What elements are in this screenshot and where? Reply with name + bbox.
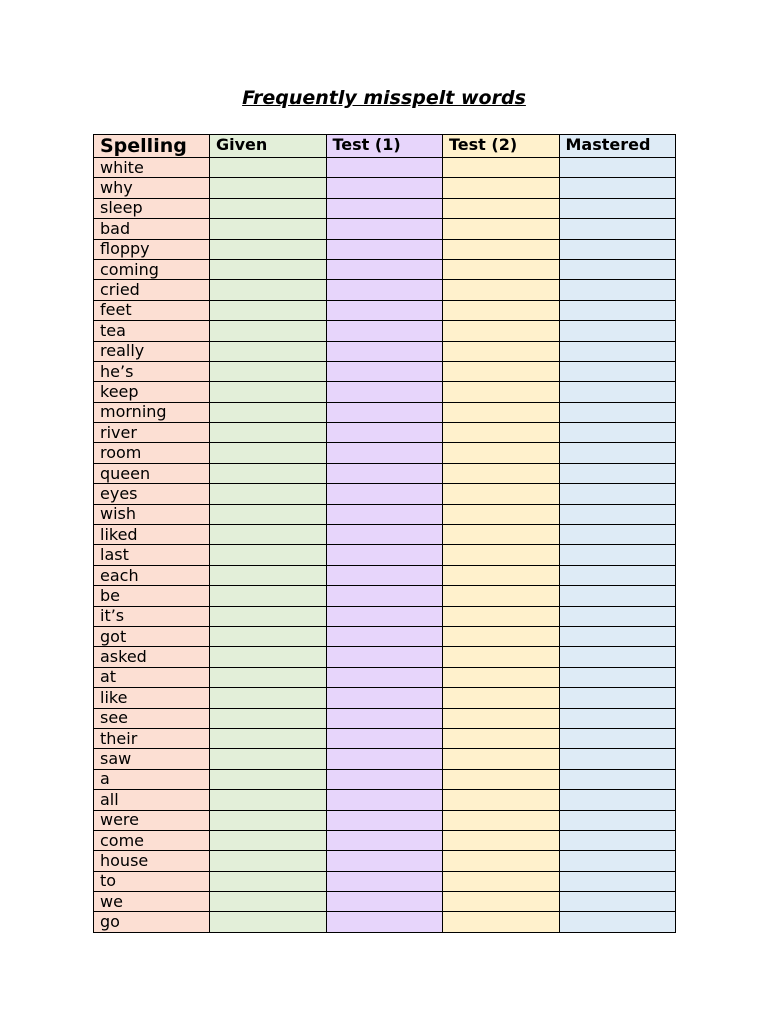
table-row: [94, 565, 676, 585]
mastered-cell[interactable]: [559, 239, 676, 259]
mastered-cell[interactable]: [559, 158, 676, 178]
mastered-cell[interactable]: [559, 912, 676, 932]
mastered-cell[interactable]: [559, 504, 676, 524]
test-1-cell[interactable]: [326, 586, 443, 606]
mastered-cell[interactable]: [559, 769, 676, 789]
test-1-cell[interactable]: [326, 280, 443, 300]
table-row: [94, 382, 676, 402]
table-row: [94, 158, 676, 178]
mastered-cell[interactable]: [559, 565, 676, 585]
test-2-cell[interactable]: [443, 158, 560, 178]
word-cell: each: [94, 565, 210, 585]
table-body: [94, 158, 676, 933]
test-1-cell[interactable]: [326, 239, 443, 259]
test-2-cell[interactable]: [443, 423, 560, 443]
word-cell: house: [94, 851, 210, 871]
word-cell: really: [94, 341, 210, 361]
table-row: [94, 219, 676, 239]
mastered-cell[interactable]: [559, 586, 676, 606]
test-2-cell[interactable]: [443, 525, 560, 545]
table-row: [94, 504, 676, 524]
table-row: [94, 321, 676, 341]
mastered-cell[interactable]: [559, 300, 676, 320]
test-1-cell[interactable]: [326, 606, 443, 626]
test-1-cell[interactable]: [326, 912, 443, 932]
test-2-cell[interactable]: [443, 912, 560, 932]
test-1-cell[interactable]: [326, 830, 443, 850]
word-cell: see: [94, 708, 210, 728]
test-2-cell[interactable]: [443, 769, 560, 789]
mastered-cell[interactable]: [559, 198, 676, 218]
table-row: [94, 790, 676, 810]
given-cell[interactable]: [210, 565, 327, 585]
test-1-cell[interactable]: [326, 810, 443, 830]
word-cell: at: [94, 667, 210, 687]
test-2-cell[interactable]: [443, 280, 560, 300]
test-2-cell[interactable]: [443, 321, 560, 341]
test-1-cell[interactable]: [326, 769, 443, 789]
word-cell: all: [94, 790, 210, 810]
test-2-cell[interactable]: [443, 545, 560, 565]
given-cell[interactable]: [210, 484, 327, 504]
word-cell: cried: [94, 280, 210, 300]
test-1-cell[interactable]: [326, 545, 443, 565]
table-row: [94, 667, 676, 687]
test-2-cell[interactable]: [443, 728, 560, 748]
given-cell[interactable]: [210, 667, 327, 687]
mastered-cell[interactable]: [559, 810, 676, 830]
test-1-cell[interactable]: [326, 626, 443, 646]
test-1-cell[interactable]: [326, 178, 443, 198]
given-cell[interactable]: [210, 219, 327, 239]
word-cell: a: [94, 769, 210, 789]
mastered-cell[interactable]: [559, 830, 676, 850]
test-2-cell[interactable]: [443, 810, 560, 830]
word-cell: coming: [94, 259, 210, 279]
test-2-cell[interactable]: [443, 565, 560, 585]
word-cell: feet: [94, 300, 210, 320]
mastered-cell[interactable]: [559, 463, 676, 483]
table-row: [94, 402, 676, 422]
test-1-cell[interactable]: [326, 504, 443, 524]
table-row: [94, 259, 676, 279]
table-row: [94, 647, 676, 667]
given-cell[interactable]: [210, 525, 327, 545]
test-2-cell[interactable]: [443, 606, 560, 626]
table-row: [94, 178, 676, 198]
given-cell[interactable]: [210, 463, 327, 483]
given-cell[interactable]: [210, 606, 327, 626]
test-2-cell[interactable]: [443, 239, 560, 259]
table-row: [94, 912, 676, 932]
header-given: Given: [210, 135, 327, 158]
table-row: [94, 728, 676, 748]
test-1-cell[interactable]: [326, 892, 443, 912]
mastered-cell[interactable]: [559, 871, 676, 891]
table-row: [94, 443, 676, 463]
header-test-2: Test (2): [443, 135, 560, 158]
given-cell[interactable]: [210, 239, 327, 259]
word-cell: be: [94, 586, 210, 606]
mastered-cell[interactable]: [559, 402, 676, 422]
given-cell[interactable]: [210, 728, 327, 748]
test-2-cell[interactable]: [443, 382, 560, 402]
word-cell: liked: [94, 525, 210, 545]
test-1-cell[interactable]: [326, 423, 443, 443]
table-row: [94, 525, 676, 545]
test-1-cell[interactable]: [326, 790, 443, 810]
table-row: [94, 463, 676, 483]
test-2-cell[interactable]: [443, 198, 560, 218]
mastered-cell[interactable]: [559, 728, 676, 748]
mastered-cell[interactable]: [559, 790, 676, 810]
table-row: [94, 239, 676, 259]
test-1-cell[interactable]: [326, 300, 443, 320]
given-cell[interactable]: [210, 280, 327, 300]
test-2-cell[interactable]: [443, 443, 560, 463]
test-2-cell[interactable]: [443, 341, 560, 361]
word-cell: river: [94, 423, 210, 443]
mastered-cell[interactable]: [559, 626, 676, 646]
mastered-cell[interactable]: [559, 749, 676, 769]
test-2-cell[interactable]: [443, 504, 560, 524]
test-2-cell[interactable]: [443, 300, 560, 320]
test-1-cell[interactable]: [326, 341, 443, 361]
test-2-cell[interactable]: [443, 871, 560, 891]
test-1-cell[interactable]: [326, 463, 443, 483]
test-1-cell[interactable]: [326, 565, 443, 585]
test-2-cell[interactable]: [443, 790, 560, 810]
test-2-cell[interactable]: [443, 749, 560, 769]
given-cell[interactable]: [210, 423, 327, 443]
word-cell: their: [94, 728, 210, 748]
table-row: [94, 871, 676, 891]
mastered-cell[interactable]: [559, 647, 676, 667]
mastered-cell[interactable]: [559, 892, 676, 912]
given-cell[interactable]: [210, 892, 327, 912]
table-row: [94, 810, 676, 830]
test-2-cell[interactable]: [443, 259, 560, 279]
test-1-cell[interactable]: [326, 158, 443, 178]
mastered-cell[interactable]: [559, 708, 676, 728]
test-1-cell[interactable]: [326, 321, 443, 341]
word-cell: come: [94, 830, 210, 850]
test-2-cell[interactable]: [443, 688, 560, 708]
test-1-cell[interactable]: [326, 728, 443, 748]
given-cell[interactable]: [210, 341, 327, 361]
given-cell[interactable]: [210, 851, 327, 871]
given-cell[interactable]: [210, 382, 327, 402]
test-2-cell[interactable]: [443, 626, 560, 646]
given-cell[interactable]: [210, 402, 327, 422]
header-row: [94, 135, 676, 158]
table-row: [94, 851, 676, 871]
given-cell[interactable]: [210, 586, 327, 606]
table-row: [94, 830, 676, 850]
table-row: [94, 545, 676, 565]
word-cell: room: [94, 443, 210, 463]
word-cell: floppy: [94, 239, 210, 259]
mastered-cell[interactable]: [559, 178, 676, 198]
test-2-cell[interactable]: [443, 586, 560, 606]
mastered-cell[interactable]: [559, 219, 676, 239]
given-cell[interactable]: [210, 647, 327, 667]
table-row: [94, 708, 676, 728]
given-cell[interactable]: [210, 912, 327, 932]
given-cell[interactable]: [210, 749, 327, 769]
given-cell[interactable]: [210, 198, 327, 218]
word-cell: he’s: [94, 361, 210, 381]
test-2-cell[interactable]: [443, 830, 560, 850]
mastered-cell[interactable]: [559, 382, 676, 402]
table-row: [94, 280, 676, 300]
word-cell: why: [94, 178, 210, 198]
table-row: [94, 586, 676, 606]
mastered-cell[interactable]: [559, 606, 676, 626]
given-cell[interactable]: [210, 708, 327, 728]
table-row: [94, 341, 676, 361]
word-cell: we: [94, 892, 210, 912]
table-row: [94, 688, 676, 708]
mastered-cell[interactable]: [559, 423, 676, 443]
mastered-cell[interactable]: [559, 484, 676, 504]
header-test-1: Test (1): [326, 135, 443, 158]
mastered-cell[interactable]: [559, 280, 676, 300]
word-cell: keep: [94, 382, 210, 402]
test-1-cell[interactable]: [326, 688, 443, 708]
mastered-cell[interactable]: [559, 361, 676, 381]
mastered-cell[interactable]: [559, 545, 676, 565]
mastered-cell[interactable]: [559, 321, 676, 341]
table-row: [94, 198, 676, 218]
test-1-cell[interactable]: [326, 525, 443, 545]
given-cell[interactable]: [210, 688, 327, 708]
test-2-cell[interactable]: [443, 851, 560, 871]
given-cell[interactable]: [210, 830, 327, 850]
test-2-cell[interactable]: [443, 892, 560, 912]
mastered-cell[interactable]: [559, 525, 676, 545]
test-1-cell[interactable]: [326, 871, 443, 891]
given-cell[interactable]: [210, 626, 327, 646]
test-1-cell[interactable]: [326, 647, 443, 667]
given-cell[interactable]: [210, 790, 327, 810]
table-row: [94, 892, 676, 912]
test-2-cell[interactable]: [443, 484, 560, 504]
spelling-table: [93, 134, 676, 933]
given-cell[interactable]: [210, 259, 327, 279]
test-1-cell[interactable]: [326, 443, 443, 463]
word-cell: white: [94, 158, 210, 178]
table-row: [94, 769, 676, 789]
word-cell: last: [94, 545, 210, 565]
test-1-cell[interactable]: [326, 667, 443, 687]
word-cell: to: [94, 871, 210, 891]
test-2-cell[interactable]: [443, 667, 560, 687]
test-1-cell[interactable]: [326, 382, 443, 402]
word-cell: wish: [94, 504, 210, 524]
given-cell[interactable]: [210, 178, 327, 198]
mastered-cell[interactable]: [559, 259, 676, 279]
test-2-cell[interactable]: [443, 402, 560, 422]
word-cell: eyes: [94, 484, 210, 504]
table-row: [94, 300, 676, 320]
test-2-cell[interactable]: [443, 708, 560, 728]
mastered-cell[interactable]: [559, 688, 676, 708]
test-1-cell[interactable]: [326, 708, 443, 728]
word-cell: got: [94, 626, 210, 646]
table-row: [94, 626, 676, 646]
test-1-cell[interactable]: [326, 361, 443, 381]
word-cell: asked: [94, 647, 210, 667]
word-cell: morning: [94, 402, 210, 422]
given-cell[interactable]: [210, 769, 327, 789]
table-row: [94, 484, 676, 504]
given-cell[interactable]: [210, 871, 327, 891]
given-cell[interactable]: [210, 158, 327, 178]
mastered-cell[interactable]: [559, 851, 676, 871]
test-1-cell[interactable]: [326, 219, 443, 239]
given-cell[interactable]: [210, 810, 327, 830]
test-1-cell[interactable]: [326, 749, 443, 769]
table-row: [94, 606, 676, 626]
test-2-cell[interactable]: [443, 647, 560, 667]
given-cell[interactable]: [210, 300, 327, 320]
given-cell[interactable]: [210, 321, 327, 341]
document-title: Frequently misspelt words: [242, 87, 526, 109]
test-2-cell[interactable]: [443, 463, 560, 483]
test-1-cell[interactable]: [326, 198, 443, 218]
given-cell[interactable]: [210, 545, 327, 565]
word-cell: sleep: [94, 198, 210, 218]
word-cell: were: [94, 810, 210, 830]
word-cell: like: [94, 688, 210, 708]
test-1-cell[interactable]: [326, 484, 443, 504]
mastered-cell[interactable]: [559, 341, 676, 361]
given-cell[interactable]: [210, 361, 327, 381]
given-cell[interactable]: [210, 443, 327, 463]
mastered-cell[interactable]: [559, 667, 676, 687]
table-row: [94, 749, 676, 769]
table-row: [94, 361, 676, 381]
test-2-cell[interactable]: [443, 178, 560, 198]
header-mastered: Mastered: [559, 135, 676, 158]
word-cell: saw: [94, 749, 210, 769]
table-row: [94, 423, 676, 443]
word-cell: it’s: [94, 606, 210, 626]
word-cell: bad: [94, 219, 210, 239]
header-spelling: Spelling: [94, 135, 210, 158]
test-1-cell[interactable]: [326, 259, 443, 279]
test-1-cell[interactable]: [326, 851, 443, 871]
test-2-cell[interactable]: [443, 361, 560, 381]
mastered-cell[interactable]: [559, 443, 676, 463]
word-cell: go: [94, 912, 210, 932]
test-1-cell[interactable]: [326, 402, 443, 422]
word-cell: tea: [94, 321, 210, 341]
word-cell: queen: [94, 463, 210, 483]
given-cell[interactable]: [210, 504, 327, 524]
test-2-cell[interactable]: [443, 219, 560, 239]
